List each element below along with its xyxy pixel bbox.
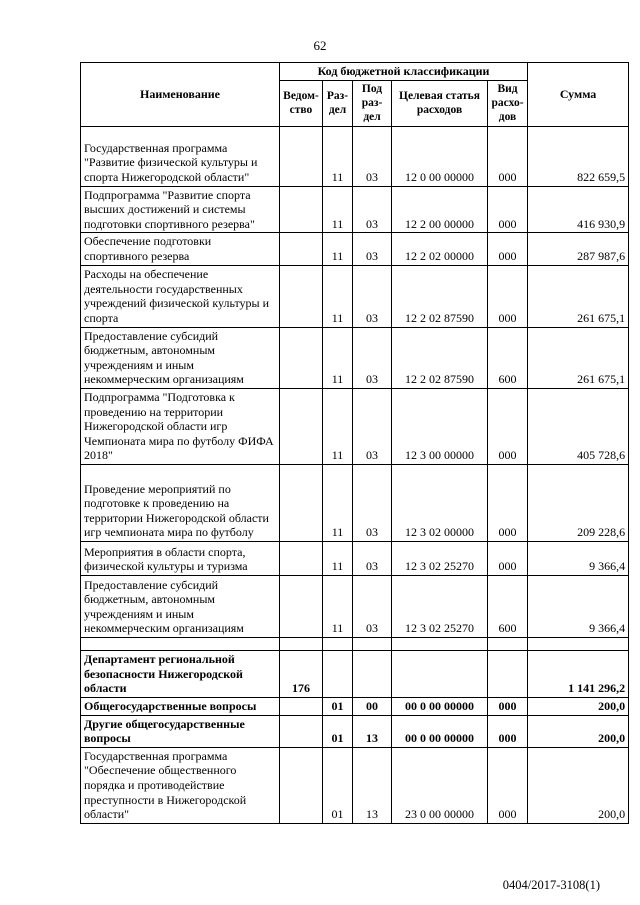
- row-sum: 200,0: [528, 697, 629, 715]
- row-vid: 000: [488, 464, 528, 541]
- row-target: 23 0 00 00000: [392, 747, 488, 823]
- row-name: Государственная программа "Развитие физической культуры и спорта Нижегородской области": [81, 126, 280, 186]
- table-row: [81, 575, 629, 637]
- table-row: [81, 650, 629, 697]
- table-body: [81, 126, 629, 823]
- header-vedomstvo: Ведом-ство: [280, 80, 323, 126]
- row-sum: 416 930,9: [528, 186, 629, 233]
- row-target: 00 0 00 00000: [392, 697, 488, 715]
- row-vedomstvo: [280, 265, 323, 327]
- row-target: 12 3 00 00000: [392, 388, 488, 464]
- row-name: Расходы на обеспечение деятельности государственных учреждений физической культуры и спорта: [81, 265, 280, 327]
- row-sum: 209 228,6: [528, 464, 629, 541]
- row-vid: 600: [488, 575, 528, 637]
- table-row: [81, 747, 629, 823]
- row-razdel: 11: [323, 388, 353, 464]
- row-sum: 261 675,1: [528, 265, 629, 327]
- row-podrazdel: 03: [353, 186, 392, 233]
- budget-table: [80, 62, 629, 824]
- row-podrazdel: [353, 650, 392, 697]
- row-sum: 287 987,6: [528, 233, 629, 265]
- row-vid: 000: [488, 747, 528, 823]
- row-sum: 9 366,4: [528, 541, 629, 575]
- row-razdel: 11: [323, 575, 353, 637]
- row-vedomstvo: [280, 637, 323, 650]
- row-podrazdel: 03: [353, 233, 392, 265]
- header-vid: Вид расхо-дов: [488, 80, 528, 126]
- table-row: [81, 637, 629, 650]
- row-vedomstvo: [280, 126, 323, 186]
- header-name: Наименование: [81, 63, 280, 127]
- row-vid: 000: [488, 388, 528, 464]
- row-podrazdel: 03: [353, 464, 392, 541]
- row-target: 12 3 02 25270: [392, 541, 488, 575]
- row-target: 12 2 02 87590: [392, 265, 488, 327]
- row-razdel: 01: [323, 715, 353, 747]
- row-target: 12 2 02 00000: [392, 233, 488, 265]
- row-vedomstvo: 176: [280, 650, 323, 697]
- row-target: 12 3 02 25270: [392, 575, 488, 637]
- row-vedomstvo: [280, 233, 323, 265]
- row-sum: 405 728,6: [528, 388, 629, 464]
- row-vedomstvo: [280, 575, 323, 637]
- row-name: Предоставление субсидий бюджетным, автономным учреждениям и иным некоммерческим организациям: [81, 327, 280, 388]
- row-vedomstvo: [280, 464, 323, 541]
- row-razdel: 11: [323, 541, 353, 575]
- row-vid: 000: [488, 265, 528, 327]
- row-name: Общегосударственные вопросы: [81, 697, 280, 715]
- row-vid: 000: [488, 186, 528, 233]
- row-sum: 261 675,1: [528, 327, 629, 388]
- row-target: 12 2 00 00000: [392, 186, 488, 233]
- table-row: [81, 233, 629, 265]
- row-sum: 200,0: [528, 715, 629, 747]
- header-code-group: Код бюджетной классификации: [280, 63, 528, 81]
- row-name: Департамент региональной безопасности Нижегородской области: [81, 650, 280, 697]
- table-row: [81, 541, 629, 575]
- row-podrazdel: 00: [353, 697, 392, 715]
- page-number: 62: [313, 38, 327, 53]
- row-vedomstvo: [280, 186, 323, 233]
- row-podrazdel: 03: [353, 327, 392, 388]
- row-target: 12 0 00 00000: [392, 126, 488, 186]
- row-razdel: 01: [323, 747, 353, 823]
- row-sum: 9 366,4: [528, 575, 629, 637]
- row-razdel: 11: [323, 186, 353, 233]
- row-vid: 000: [488, 541, 528, 575]
- table-row: [81, 186, 629, 233]
- row-podrazdel: 03: [353, 126, 392, 186]
- row-sum: 200,0: [528, 747, 629, 823]
- row-vedomstvo: [280, 327, 323, 388]
- row-podrazdel: 03: [353, 265, 392, 327]
- row-podrazdel: 03: [353, 541, 392, 575]
- row-name: [81, 637, 280, 650]
- row-sum: [528, 637, 629, 650]
- row-vedomstvo: [280, 747, 323, 823]
- row-name: Подпрограмма "Развитие спорта высших достижений и системы подготовки спортивного резерва": [81, 186, 280, 233]
- table-row: [81, 327, 629, 388]
- row-podrazdel: [353, 637, 392, 650]
- row-podrazdel: 03: [353, 575, 392, 637]
- row-vid: 000: [488, 126, 528, 186]
- row-razdel: 11: [323, 327, 353, 388]
- row-vid: [488, 637, 528, 650]
- header-target: Целевая статья расходов: [392, 80, 488, 126]
- table-row: [81, 697, 629, 715]
- row-name: Подпрограмма "Подготовка к проведению на территории Нижегородской области игр Чемпионата мира по футболу ФИФА 2018": [81, 388, 280, 464]
- document-code: 0404/2017-3108(1): [502, 878, 600, 892]
- row-razdel: 11: [323, 265, 353, 327]
- row-razdel: [323, 637, 353, 650]
- table-row: [81, 464, 629, 541]
- row-vedomstvo: [280, 541, 323, 575]
- table-row: [81, 715, 629, 747]
- row-razdel: 11: [323, 464, 353, 541]
- row-razdel: 11: [323, 126, 353, 186]
- row-name: Другие общегосударственные вопросы: [81, 715, 280, 747]
- row-target: 12 3 02 00000: [392, 464, 488, 541]
- row-vid: 000: [488, 715, 528, 747]
- header-podrazdel: Под раз-дел: [353, 80, 392, 126]
- row-razdel: 11: [323, 233, 353, 265]
- table-row: [81, 126, 629, 186]
- row-vedomstvo: [280, 697, 323, 715]
- row-target: [392, 637, 488, 650]
- row-vedomstvo: [280, 388, 323, 464]
- row-name: Мероприятия в области спорта, физической культуры и туризма: [81, 541, 280, 575]
- table-row: [81, 388, 629, 464]
- row-vedomstvo: [280, 715, 323, 747]
- row-target: [392, 650, 488, 697]
- row-name: Государственная программа "Обеспечение общественного порядка и противодействие преступности в Нижегородской области": [81, 747, 280, 823]
- row-vid: [488, 650, 528, 697]
- row-name: Проведение мероприятий по подготовке к проведению на территории Нижегородской области игр чемпионата мира по футболу: [81, 464, 280, 541]
- row-sum: 822 659,5: [528, 126, 629, 186]
- row-vid: 600: [488, 327, 528, 388]
- row-podrazdel: 03: [353, 388, 392, 464]
- row-podrazdel: 13: [353, 715, 392, 747]
- row-razdel: 01: [323, 697, 353, 715]
- row-podrazdel: 13: [353, 747, 392, 823]
- table-row: [81, 265, 629, 327]
- row-target: 12 2 02 87590: [392, 327, 488, 388]
- row-vid: 000: [488, 233, 528, 265]
- header-sum: Сумма: [528, 63, 629, 127]
- row-vid: 000: [488, 697, 528, 715]
- row-name: Предоставление субсидий бюджетным, автономным учреждениям и иным некоммерческим организациям: [81, 575, 280, 637]
- row-sum: 1 141 296,2: [528, 650, 629, 697]
- header-razdel: Раз-дел: [323, 80, 353, 126]
- row-target: 00 0 00 00000: [392, 715, 488, 747]
- row-name: Обеспечение подготовки спортивного резерва: [81, 233, 280, 265]
- row-razdel: [323, 650, 353, 697]
